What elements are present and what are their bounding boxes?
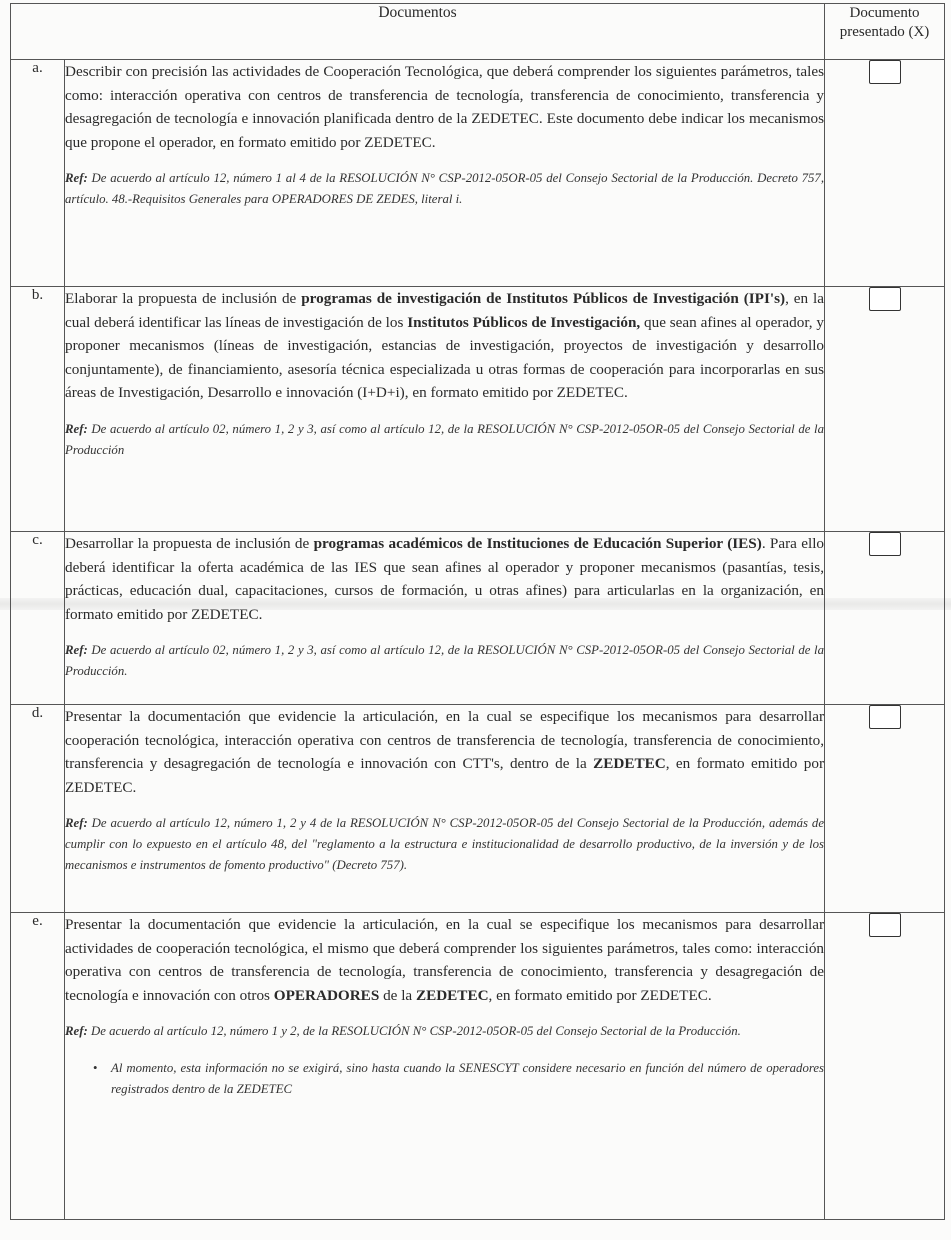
ref-text: De acuerdo al artículo 12, número 1 y 2, de la RESOLUCIÓN N° CSP-2012-05OR-05 del Consejo Sectorial de la Producción. (87, 1024, 741, 1038)
desc-bold: ZEDETEC (415, 986, 489, 1004)
ref-text: De acuerdo al artículo 12, número 1, 2 y 4 de la RESOLUCIÓN N° CSP-2012-05OR-05 del Consejo Sectorial de la Producción, además de cumplir con lo expuesto en el artículo 48, del "reglamento a la estructura e institucionalidad de desarrollo productivo, de la inversión y de los mecanismos e instrumentos de fomento productivo" (Decreto 757). (65, 816, 825, 872)
table-row-e (11, 913, 945, 1220)
row-reference (65, 419, 824, 461)
row-content (65, 60, 825, 287)
row-reference (65, 168, 824, 210)
row-letter: a. (11, 60, 65, 287)
table-row-d (11, 705, 945, 913)
desc-text: , en la cual deberá identificar las líneas de investigación de los (65, 290, 825, 331)
row-description (65, 532, 824, 626)
ref-text: De acuerdo al artículo 02, número 1, 2 y 3, así como al artículo 12, de la RESOLUCIÓN N° CSP-2012-05OR-05 del Consejo Sectorial de la Producción (65, 421, 825, 457)
presented-checkbox[interactable] (869, 287, 901, 311)
row-description (65, 913, 824, 1007)
row-letter: e. (11, 913, 65, 1220)
row-description (65, 705, 824, 799)
presented-checkbox[interactable] (869, 913, 901, 937)
row-letter: b. (11, 287, 65, 532)
ref-label: Ref: (65, 421, 88, 436)
requirements-table (10, 3, 945, 1220)
bullet-note (93, 1058, 824, 1100)
desc-text: Elaborar la propuesta de inclusión de (65, 290, 302, 307)
row-description (65, 60, 824, 154)
bullet-icon: • (93, 1061, 98, 1075)
desc-bold: programas académicos de Instituciones de Educación Superior (IES) (313, 535, 762, 552)
ref-label: Ref: (65, 643, 88, 657)
table-header-row (11, 4, 945, 60)
presented-cell (825, 705, 945, 913)
desc-text: que sean afines al operador, y proponer mecanismos (líneas de investigación, estancias de investigación, proyectos de investigación y desarrollo conjuntamente), de financiamiento, asesoría técnica especializada u otras formas de cooperación para incorporarlas en sus áreas de Investigación, Desarrollo e innovación (I+D+i), en formato emitido por ZEDETEC. (65, 313, 825, 401)
row-letter: c. (11, 532, 65, 705)
presented-cell (825, 287, 945, 532)
presented-cell (825, 913, 945, 1220)
desc-text: . Para ello deberá identificar la oferta académica de las IES que sean afines al operador y proponer mecanismos (pasantías, tesis, prácticas, educación dual, capacitaciones, cursos de formación, u otras afines) para articularlas en la organización, en formato emitido por ZEDETEC. (65, 535, 825, 623)
row-content (65, 287, 825, 532)
row-description (65, 287, 824, 405)
ref-label: Ref: (65, 1024, 88, 1038)
row-content (65, 705, 825, 913)
note-text: Al momento, esta información no se exigirá, sino hasta cuando la SENESCYT considere necesario en función del número de operadores registrados dentro de la ZEDETEC (111, 1061, 825, 1096)
desc-text: , en formato emitido por ZEDETEC. (488, 986, 712, 1004)
presented-cell (825, 532, 945, 705)
desc-text: Desarrollar la propuesta de inclusión de (65, 535, 314, 552)
desc-bold: OPERADORES (273, 986, 380, 1004)
desc-text: Describir con precisión las actividades de Cooperación Tecnológica, que deberá comprender los siguientes parámetros, tales como: interacción operativa con centros de transferencia de tecnología, transferencia de conocimiento, transferencia y desagregación de tecnología e innovación planificada dentro de la ZEDETEC. Este documento debe indicar los mecanismos que propone el operador, en formato emitido por ZEDETEC. (65, 63, 825, 151)
desc-bold: ZEDETEC (593, 755, 666, 772)
desc-bold: programas de investigación de Institutos Públicos de Investigación (IPI's) (301, 290, 786, 307)
presented-checkbox[interactable] (869, 705, 901, 729)
ref-label: Ref: (65, 171, 88, 185)
header-documentos: Documentos (11, 4, 825, 60)
ref-text: De acuerdo al artículo 12, número 1 al 4 de la RESOLUCIÓN N° CSP-2012-05OR-05 del Consejo Sectorial de la Producción. Decreto 757, artículo. 48.-Requisitos Generales para OPERADORES DE ZEDES, literal i. (65, 171, 825, 206)
row-reference (65, 813, 824, 876)
ref-text: De acuerdo al artículo 02, número 1, 2 y 3, así como al artículo 12, de la RESOLUCIÓN N° CSP-2012-05OR-05 del Consejo Sectorial de la Producción. (65, 643, 825, 678)
table-row-c (11, 532, 945, 705)
ref-label: Ref: (65, 816, 88, 830)
desc-text: Presentar la documentación que evidencie la articulación, en la cual se especifique los mecanismos para desarrollar actividades de cooperación tecnológica, el mismo que deberá comprender los siguientes parámetros, tales como: interacción operativa con centros de transferencia de tecnología, transferencia de conocimiento, transferencia y desagregación de tecnología e innovación con otros (65, 916, 825, 1004)
desc-bold: Institutos Públicos de Investigación, (407, 313, 641, 331)
table-row-b (11, 287, 945, 532)
row-content (65, 532, 825, 705)
desc-text: Presentar la documentación que evidencie la articulación, en la cual se especifique los mecanismos para desarrollar cooperación tecnológica, interacción operativa con centros de transferencia de tecnología, transferencia de conocimiento, transferencia y desagregación de tecnología e innovación con CTT's, dentro de la (65, 708, 825, 772)
presented-checkbox[interactable] (869, 60, 901, 84)
row-reference (65, 1021, 824, 1042)
row-letter: d. (11, 705, 65, 913)
table-row-a (11, 60, 945, 287)
header-documento-presentado: Documento presentado (X) (825, 4, 945, 60)
desc-text: de la (379, 986, 416, 1004)
row-reference (65, 640, 824, 682)
desc-text: , en formato emitido por ZEDETEC. (65, 755, 825, 796)
presented-cell (825, 60, 945, 287)
presented-checkbox[interactable] (869, 532, 901, 556)
row-content (65, 913, 825, 1220)
